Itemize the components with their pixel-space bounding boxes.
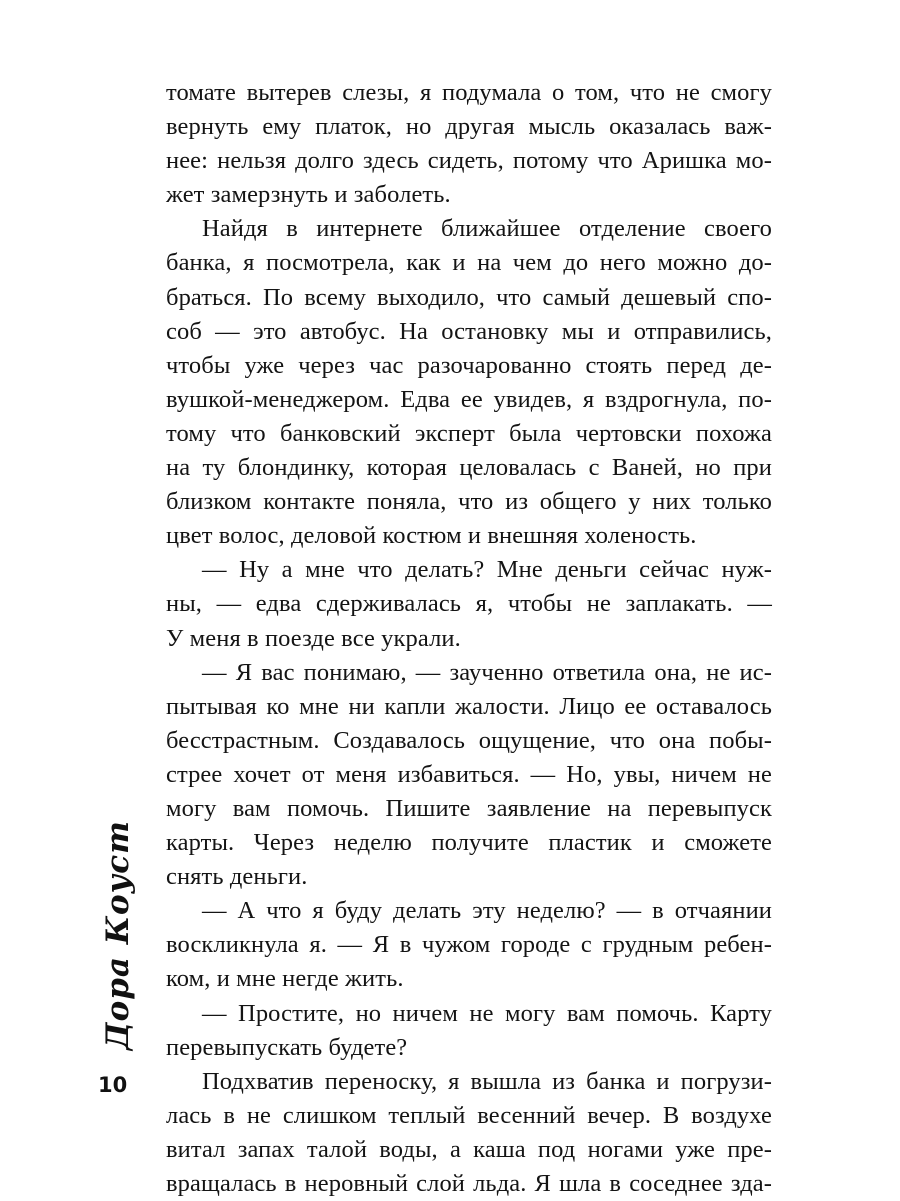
text-line: витал запах талой воды, а каша под ногами уже пре- — [166, 1135, 772, 1163]
text-line: близком контакте поняла, что из общего у них только — [166, 488, 772, 516]
text-line: чтобы уже через час разочарованно стоять перед де- — [166, 351, 772, 379]
text-line: лась в не слишком теплый весенний вечер. В воздухе — [166, 1101, 772, 1129]
text-line: карты. Через неделю получите пластик и сможете — [166, 829, 772, 857]
text-line: браться. По всему выходило, что самый дешевый спо- — [166, 283, 772, 311]
text-line: воскликнула я. — Я в чужом городе с грудным ребен- — [166, 931, 772, 959]
text-line: Найдя в интернете ближайшее отделение своего — [202, 215, 772, 243]
text-line: — Я вас понимаю, — заученно ответила она, не ис- — [202, 658, 772, 686]
text-line: тому что банковский эксперт была чертовски похожа — [166, 419, 772, 447]
text-line: соб — это автобус. На остановку мы и отправились, — [166, 317, 772, 345]
text-line: жет замерзнуть и заболеть. — [166, 181, 451, 209]
text-line: стрее хочет от меня избавиться. — Но, увы, ничем не — [166, 760, 772, 788]
text-line: банка, я посмотрела, как и на чем до него можно до- — [166, 249, 772, 277]
text-line: ком, и мне негде жить. — [166, 965, 404, 993]
text-line: на ту блондинку, которая целовалась с Ваней, но при — [166, 454, 772, 482]
text-line: Подхватив переноску, я вышла из банка и погрузи- — [202, 1067, 772, 1095]
text-line: вушкой-менеджером. Едва ее увидев, я вздрогнула, по- — [166, 385, 772, 413]
text-line: снять деньги. — [166, 863, 308, 891]
text-line: могу вам помочь. Пишите заявление на перевыпуск — [166, 794, 772, 822]
running-head-author: Дора Коуст — [100, 820, 136, 1050]
text-line: цвет волос, деловой костюм и внешняя холеность. — [166, 522, 697, 550]
text-line: ны, — едва сдерживалась я, чтобы не заплакать. — — [166, 590, 772, 618]
text-line: — Ну а мне что делать? Мне деньги сейчас нуж- — [202, 556, 772, 584]
text-line: вернуть ему платок, но другая мысль оказалась важ- — [166, 113, 772, 141]
text-line: — А что я буду делать эту неделю? — в отчаянии — [202, 897, 772, 925]
text-line: — Простите, но ничем не могу вам помочь. Карту — [202, 999, 772, 1027]
text-line: перевыпускать будете? — [166, 1033, 408, 1061]
text-line: У меня в поезде все украли. — [166, 624, 461, 652]
body-text — [166, 76, 772, 1201]
text-line: бесстрастным. Создавалось ощущение, что она побы- — [166, 726, 772, 754]
text-line: вращалась в неровный слой льда. Я шла в соседнее зда- — [166, 1170, 772, 1197]
text-line: пытывая ко мне ни капли жалости. Лицо ее оставалось — [166, 692, 772, 720]
text-line: томате вытерев слезы, я подумала о том, что не смогу — [166, 79, 772, 106]
text-line: нее: нельзя долго здесь сидеть, потому что Аришка мо- — [166, 147, 772, 175]
page-number: 10 — [98, 1073, 128, 1097]
